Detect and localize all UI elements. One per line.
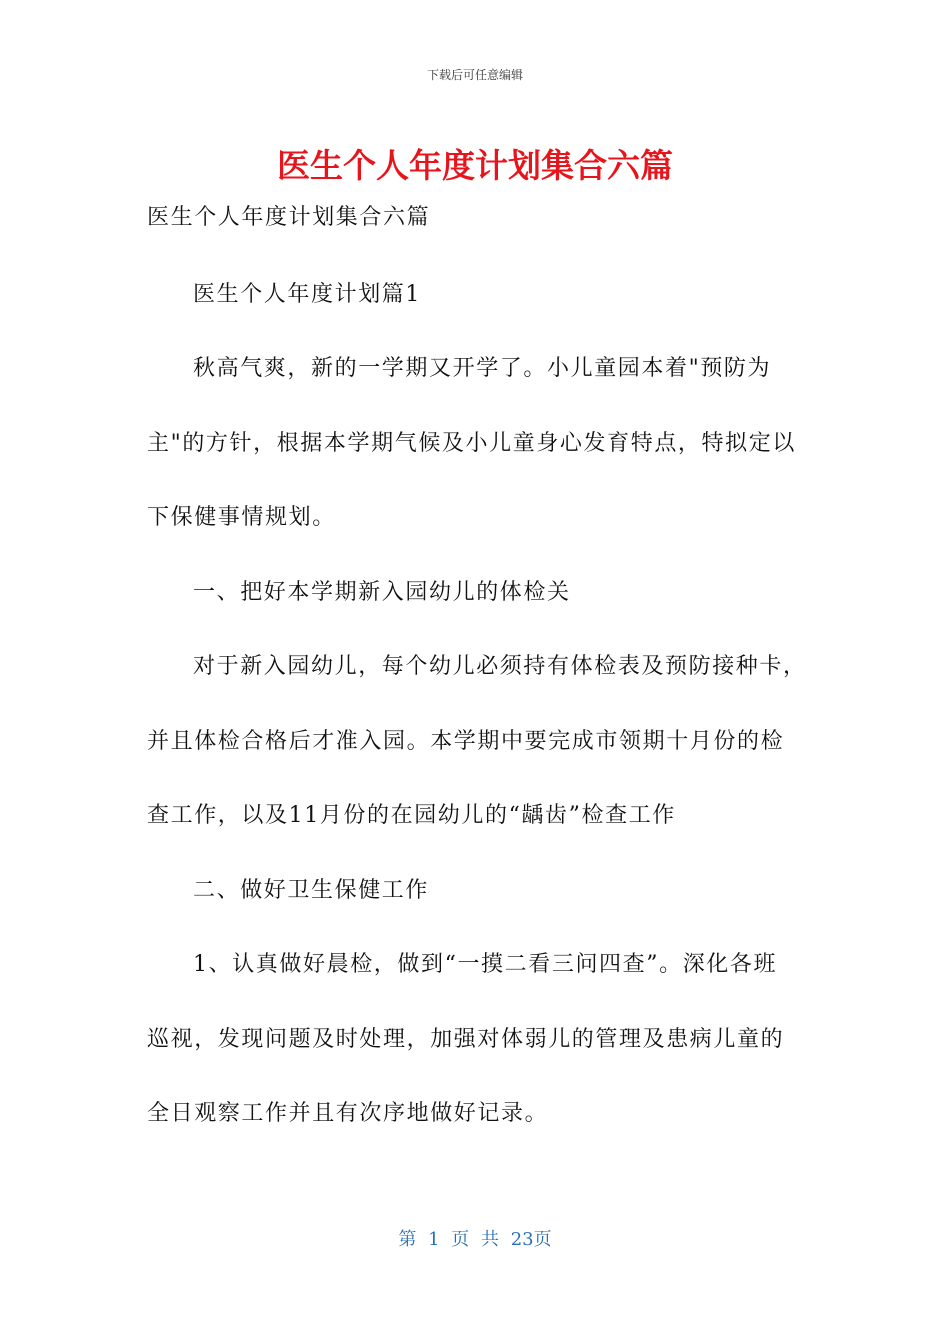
subtitle-line: 医生个人年度计划集合六篇	[147, 205, 431, 230]
paragraph-line: 主"的方针，根据本学期气候及小儿童身心发育特点，特拟定以	[147, 431, 796, 456]
paragraph-line: 秋高气爽，新的一学期又开学了。小儿童园本着"预防为	[193, 356, 772, 381]
paragraph-line: 并且体检合格后才准入园。本学期中要完成市领期十月份的检	[147, 729, 785, 754]
section-heading: 一、把好本学期新入园幼儿的体检关	[193, 580, 571, 605]
paragraph-line: 1、认真做好晨检，做到“一摸二看三问四查”。深化各班	[193, 952, 778, 977]
document-title: 医生个人年度计划集合六篇	[277, 146, 673, 185]
paragraph-line: 对于新入园幼儿，每个幼儿必须持有体检表及预防接种卡，	[193, 654, 807, 679]
section-heading: 二、做好卫生保健工作	[193, 878, 430, 903]
paragraph-line: 巡视，发现问题及时处理，加强对体弱儿的管理及患病儿童的	[147, 1027, 785, 1052]
section-heading: 医生个人年度计划篇1	[193, 282, 421, 307]
paragraph-line: 全日观察工作并且有次序地做好记录。	[147, 1101, 549, 1126]
paragraph-line: 下保健事情规划。	[147, 505, 336, 530]
paragraph-line: 查工作，以及11月份的在园幼儿的“龋齿”检查工作	[147, 803, 676, 828]
page-number: 第 1 页 共 23页	[398, 1229, 552, 1250]
header-note: 下载后可任意编辑	[426, 68, 523, 82]
